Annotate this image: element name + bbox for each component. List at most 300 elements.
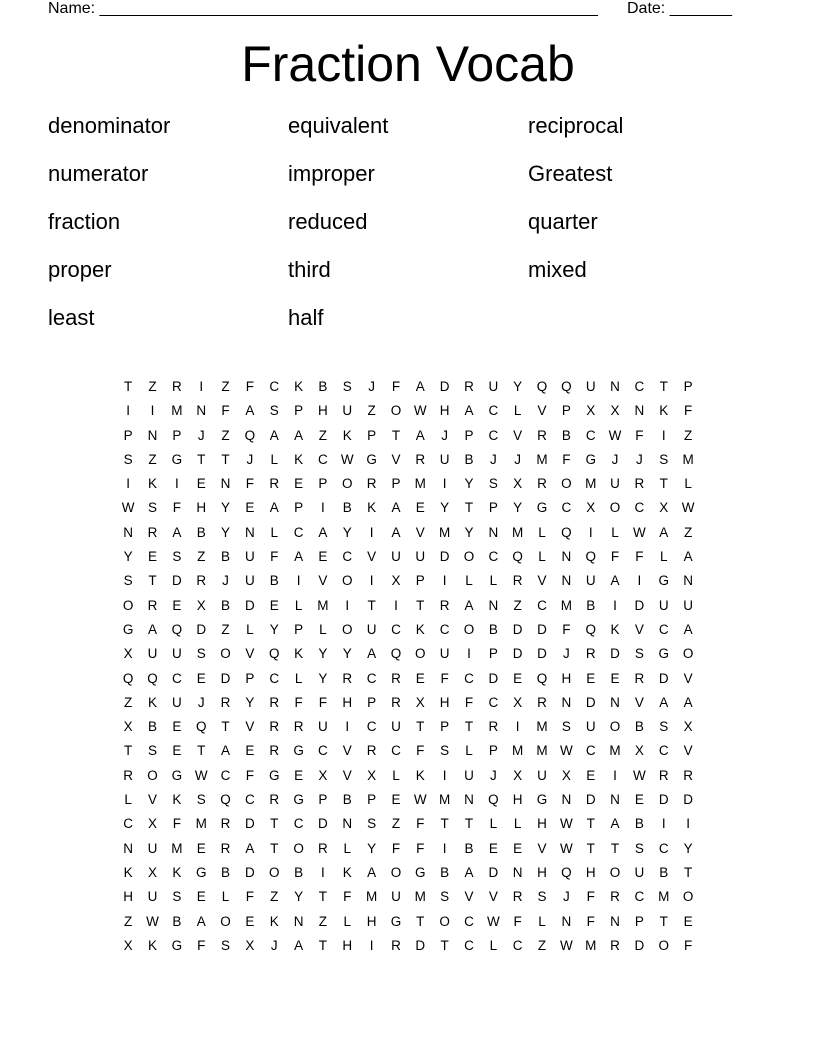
grid-letter: R xyxy=(318,840,328,856)
grid-letter: P xyxy=(123,427,133,443)
grid-letter: T xyxy=(416,719,425,735)
grid-letter: J xyxy=(489,767,497,783)
grid-letter: I xyxy=(613,597,617,613)
grid-letter: Y xyxy=(342,524,352,540)
grid-letter: H xyxy=(366,913,377,929)
grid-letter: J xyxy=(222,573,229,589)
grid-letter: Z xyxy=(197,549,206,565)
grid-letter: I xyxy=(345,719,350,735)
grid-letter: R xyxy=(537,694,547,710)
grid-letter: L xyxy=(538,913,546,929)
grid-letter: C xyxy=(269,379,280,394)
grid-letter: X xyxy=(634,743,644,759)
grid-letter: U xyxy=(147,840,158,856)
grid-letter: A xyxy=(245,403,255,419)
grid-letter: U xyxy=(610,476,620,492)
grid-letter: C xyxy=(585,743,596,759)
grid-letter: C xyxy=(439,621,450,637)
grid-letter: A xyxy=(172,524,182,540)
grid-letter: R xyxy=(269,792,280,808)
grid-letter: S xyxy=(440,743,450,759)
grid-letter: X xyxy=(513,767,523,783)
grid-letter: Z xyxy=(367,403,376,419)
grid-letter: N xyxy=(293,913,304,929)
grid-letter: X xyxy=(586,500,596,516)
date-field[interactable]: Date: _______ xyxy=(627,0,732,17)
grid-letter: T xyxy=(318,937,328,953)
grid-letter: E xyxy=(513,840,523,856)
grid-letter: E xyxy=(586,670,596,686)
grid-letter: H xyxy=(342,694,353,710)
grid-letter: X xyxy=(415,694,425,710)
grid-letter: A xyxy=(269,427,279,443)
grid-letter: G xyxy=(415,864,426,880)
grid-letter: K xyxy=(269,913,279,929)
grid-letter: V xyxy=(391,451,401,467)
grid-letter: E xyxy=(488,840,498,856)
grid-letter: L xyxy=(343,913,352,929)
grid-letter: H xyxy=(512,792,523,808)
grid-letter: H xyxy=(318,403,328,419)
grid-letter: D xyxy=(585,694,596,710)
grid-letter: X xyxy=(318,767,328,783)
grid-letter: B xyxy=(294,864,304,880)
grid-letter: I xyxy=(321,864,325,880)
grid-letter: E xyxy=(245,743,255,759)
grid-letter: B xyxy=(342,500,352,516)
grid-letter: R xyxy=(220,816,231,832)
grid-letter: S xyxy=(537,889,547,905)
grid-letter: A xyxy=(659,524,669,540)
grid-letter: K xyxy=(123,864,133,880)
grid-letter: W xyxy=(633,524,646,540)
grid-letter: Z xyxy=(124,694,133,710)
grid-letter: E xyxy=(318,549,328,565)
grid-letter: R xyxy=(415,451,426,467)
grid-letter: C xyxy=(634,379,645,394)
grid-letter: T xyxy=(683,864,693,880)
grid-letter: D xyxy=(634,937,645,953)
grid-letter: W xyxy=(340,451,354,467)
grid-letter: V xyxy=(634,694,644,710)
grid-letter: C xyxy=(658,743,669,759)
grid-letter: R xyxy=(366,476,377,492)
grid-letter: B xyxy=(221,549,231,565)
grid-letter: T xyxy=(659,913,668,929)
grid-letter: F xyxy=(172,500,181,516)
grid-letter: L xyxy=(221,889,230,905)
grid-letter: R xyxy=(585,646,596,662)
grid-letter: X xyxy=(513,694,523,710)
grid-letter: I xyxy=(686,816,690,832)
grid-letter: N xyxy=(147,427,158,443)
word-list-item: numerator xyxy=(48,161,149,186)
grid-letter: Y xyxy=(294,889,304,905)
grid-letter: T xyxy=(148,573,157,589)
grid-letter: L xyxy=(513,816,522,832)
grid-letter: P xyxy=(318,792,328,808)
grid-letter: C xyxy=(464,937,474,953)
grid-letter: U xyxy=(171,694,182,710)
grid-letter: Y xyxy=(318,646,328,662)
grid-letter: E xyxy=(172,719,182,735)
grid-letter: W xyxy=(559,743,573,759)
grid-letter: O xyxy=(342,573,353,589)
grid-letter: T xyxy=(440,937,449,953)
grid-letter: Z xyxy=(683,524,693,540)
grid-letter: B xyxy=(464,840,474,856)
grid-letter: U xyxy=(634,864,645,880)
grid-letter: G xyxy=(268,767,280,783)
grid-letter: K xyxy=(148,937,158,953)
grid-letter: A xyxy=(196,913,206,929)
grid-letter: U xyxy=(585,719,596,735)
grid-letter: Q xyxy=(585,621,596,637)
grid-letter: T xyxy=(391,427,401,443)
grid-letter: M xyxy=(560,597,572,613)
grid-letter: G xyxy=(171,767,183,783)
grid-letter: Z xyxy=(124,913,133,929)
grid-letter: A xyxy=(269,500,279,516)
grid-letter: H xyxy=(439,403,450,419)
grid-letter: H xyxy=(585,864,596,880)
grid-letter: P xyxy=(294,500,304,516)
grid-letter: A xyxy=(391,500,401,516)
grid-letter: W xyxy=(559,816,573,832)
grid-letter: R xyxy=(391,694,401,710)
grid-letter: G xyxy=(390,913,402,929)
grid-letter: D xyxy=(439,549,450,565)
grid-letter: E xyxy=(269,597,279,613)
grid-letter: A xyxy=(610,573,620,589)
grid-letter: O xyxy=(658,937,669,953)
grid-letter: C xyxy=(464,913,474,929)
word-list-item: reciprocal xyxy=(528,113,624,138)
grid-letter: N xyxy=(561,573,572,589)
grid-letter: Z xyxy=(221,621,230,637)
grid-letter: I xyxy=(515,719,520,735)
grid-letter: P xyxy=(367,694,377,710)
grid-letter: F xyxy=(562,451,571,467)
grid-letter: S xyxy=(634,840,644,856)
grid-letter: F xyxy=(245,767,255,783)
grid-letter: I xyxy=(467,646,471,662)
grid-letter: F xyxy=(513,913,522,929)
grid-letter: M xyxy=(414,476,426,492)
grid-letter: R xyxy=(269,476,280,492)
grid-letter: R xyxy=(683,767,693,783)
grid-letter: V xyxy=(415,524,425,540)
grid-letter: M xyxy=(585,937,597,953)
grid-letter: F xyxy=(245,379,255,394)
grid-letter: C xyxy=(488,427,499,443)
grid-letter: K xyxy=(342,864,352,880)
word-list-item: proper xyxy=(48,257,112,282)
grid-letter: P xyxy=(294,403,304,419)
grid-letter: V xyxy=(683,670,693,686)
grid-letter: R xyxy=(196,573,207,589)
grid-letter: X xyxy=(196,597,206,613)
grid-letter: F xyxy=(294,694,303,710)
grid-letter: R xyxy=(512,573,523,589)
grid-letter: R xyxy=(488,719,499,735)
grid-letter: I xyxy=(174,476,179,492)
word-list-item: reduced xyxy=(288,209,368,234)
grid-letter: A xyxy=(464,864,474,880)
grid-letter: W xyxy=(146,913,159,929)
grid-letter: W xyxy=(633,767,646,783)
grid-letter: E xyxy=(415,500,425,516)
grid-letter: G xyxy=(122,621,134,637)
grid-letter: T xyxy=(659,379,668,394)
grid-letter: N xyxy=(464,792,474,808)
grid-letter: L xyxy=(538,524,546,540)
grid-letter: C xyxy=(245,792,255,808)
grid-letter: L xyxy=(294,670,303,686)
grid-letter: B xyxy=(659,864,669,880)
grid-letter: L xyxy=(513,403,522,419)
grid-letter: O xyxy=(342,621,353,637)
grid-letter: U xyxy=(318,719,328,735)
grid-letter: S xyxy=(148,500,158,516)
grid-letter: V xyxy=(537,840,547,856)
grid-letter: T xyxy=(659,476,668,492)
grid-letter: Q xyxy=(220,792,231,808)
grid-letter: O xyxy=(390,864,402,880)
grid-letter: E xyxy=(245,500,255,516)
grid-letter: M xyxy=(609,743,621,759)
grid-letter: C xyxy=(293,816,304,832)
grid-letter: Y xyxy=(464,476,474,492)
grid-letter: Z xyxy=(513,597,522,613)
grid-letter: L xyxy=(684,476,692,492)
grid-letter: K xyxy=(294,646,304,662)
grid-letter: X xyxy=(245,937,255,953)
grid-letter: R xyxy=(610,937,620,953)
grid-letter: A xyxy=(221,743,231,759)
grid-letter: Q xyxy=(536,379,548,394)
grid-letter: R xyxy=(634,476,645,492)
grid-letter: T xyxy=(318,889,328,905)
grid-letter: K xyxy=(148,476,158,492)
grid-letter: S xyxy=(221,937,231,953)
grid-letter: P xyxy=(294,621,304,637)
grid-letter: E xyxy=(172,743,182,759)
grid-letter: V xyxy=(634,621,644,637)
grid-letter: J xyxy=(636,451,643,467)
grid-letter: O xyxy=(268,864,280,880)
grid-letter: N xyxy=(488,597,499,613)
grid-letter: Y xyxy=(464,524,474,540)
grid-letter: S xyxy=(123,573,133,589)
grid-letter: R xyxy=(537,427,547,443)
grid-letter: A xyxy=(683,694,693,710)
grid-letter: T xyxy=(464,500,474,516)
grid-letter: W xyxy=(194,767,208,783)
grid-letter: S xyxy=(634,646,644,662)
grid-letter: K xyxy=(610,621,620,637)
grid-letter: P xyxy=(440,719,450,735)
grid-letter: I xyxy=(369,524,374,540)
grid-letter: M xyxy=(658,889,670,905)
grid-letter: G xyxy=(293,743,304,759)
grid-letter: N xyxy=(561,792,572,808)
grid-letter: N xyxy=(610,913,620,929)
grid-letter: M xyxy=(512,743,524,759)
grid-letter: T xyxy=(586,840,595,856)
grid-letter: I xyxy=(394,597,398,613)
grid-letter: R xyxy=(439,597,450,613)
grid-letter: D xyxy=(537,646,547,662)
grid-letter: I xyxy=(442,573,447,589)
grid-letter: T xyxy=(221,451,230,467)
grid-letter: N xyxy=(561,549,572,565)
grid-letter: H xyxy=(537,864,547,880)
grid-letter: U xyxy=(439,451,450,467)
grid-letter: C xyxy=(318,743,328,759)
grid-letter: T xyxy=(197,451,206,467)
grid-letter: P xyxy=(367,792,377,808)
grid-letter: D xyxy=(171,573,182,589)
grid-letter: B xyxy=(561,427,571,443)
grid-letter: F xyxy=(635,549,644,565)
grid-letter: U xyxy=(439,646,450,662)
grid-letter: T xyxy=(586,816,595,832)
grid-letter: E xyxy=(196,670,206,686)
name-field[interactable]: Name: ________________________________________________________ xyxy=(48,0,598,17)
grid-letter: A xyxy=(391,524,401,540)
grid-letter: U xyxy=(391,889,401,905)
grid-letter: T xyxy=(440,816,449,832)
grid-letter: N xyxy=(123,840,134,856)
word-list-item: Greatest xyxy=(528,161,613,186)
grid-letter: B xyxy=(634,816,644,832)
grid-letter: A xyxy=(148,621,158,637)
grid-letter: K xyxy=(659,403,669,419)
grid-letter: M xyxy=(195,816,207,832)
grid-letter: I xyxy=(296,573,301,589)
grid-letter: L xyxy=(489,937,498,953)
grid-letter: X xyxy=(148,816,158,832)
grid-letter: D xyxy=(634,597,645,613)
grid-letter: S xyxy=(659,451,669,467)
grid-letter: I xyxy=(588,524,593,540)
grid-letter: I xyxy=(369,573,374,589)
grid-letter: P xyxy=(318,476,328,492)
grid-letter: F xyxy=(683,937,693,953)
grid-letter: N xyxy=(634,403,645,419)
grid-letter: I xyxy=(637,573,642,589)
word-list-item: equivalent xyxy=(288,113,389,138)
grid-letter: S xyxy=(342,379,352,394)
grid-letter: F xyxy=(172,816,181,832)
grid-letter: E xyxy=(294,767,304,783)
grid-letter: A xyxy=(464,403,474,419)
grid-letter: B xyxy=(221,864,231,880)
grid-letter: D xyxy=(245,816,255,832)
grid-letter: X xyxy=(561,767,571,783)
grid-letter: O xyxy=(390,403,402,419)
grid-letter: P xyxy=(415,573,425,589)
grid-letter: U xyxy=(366,621,377,637)
grid-letter: M xyxy=(536,743,548,759)
grid-letter: R xyxy=(342,670,353,686)
grid-letter: B xyxy=(148,719,158,735)
grid-letter: B xyxy=(342,792,352,808)
grid-letter: X xyxy=(586,403,596,419)
grid-letter: P xyxy=(488,500,498,516)
grid-letter: X xyxy=(683,719,693,735)
grid-letter: C xyxy=(391,743,401,759)
grid-letter: E xyxy=(245,913,255,929)
grid-letter: S xyxy=(561,719,571,735)
grid-letter: F xyxy=(416,840,425,856)
grid-letter: G xyxy=(366,451,377,467)
grid-letter: L xyxy=(294,597,303,613)
grid-letter: I xyxy=(661,427,666,443)
grid-letter: U xyxy=(658,597,669,613)
grid-letter: L xyxy=(392,767,400,783)
grid-letter: R xyxy=(269,743,280,759)
grid-letter: F xyxy=(221,403,230,419)
grid-letter: D xyxy=(220,670,231,686)
grid-letter: B xyxy=(196,524,206,540)
grid-letter: D xyxy=(658,792,669,808)
grid-letter: I xyxy=(199,379,204,394)
grid-letter: N xyxy=(610,379,620,394)
grid-letter: E xyxy=(415,670,425,686)
grid-letter: B xyxy=(269,573,279,589)
grid-letter: S xyxy=(488,476,498,492)
grid-letter: U xyxy=(415,549,426,565)
grid-letter: L xyxy=(343,840,352,856)
grid-letter: Z xyxy=(391,816,401,832)
word-list-item: denominator xyxy=(48,113,171,138)
grid-letter: S xyxy=(196,792,206,808)
grid-letter: Q xyxy=(268,646,280,662)
grid-letter: Y xyxy=(318,670,328,686)
grid-letter: G xyxy=(171,937,183,953)
grid-letter: N xyxy=(512,864,523,880)
grid-letter: F xyxy=(635,427,644,443)
grid-letter: W xyxy=(121,500,135,516)
grid-letter: Z xyxy=(148,379,157,394)
grid-letter: T xyxy=(124,379,133,394)
grid-letter: A xyxy=(683,549,693,565)
grid-letter: C xyxy=(366,670,377,686)
grid-letter: D xyxy=(415,937,426,953)
grid-letter: N xyxy=(196,403,207,419)
grid-letter: E xyxy=(196,476,206,492)
grid-letter: T xyxy=(464,816,474,832)
grid-letter: C xyxy=(464,670,474,686)
grid-letter: C xyxy=(561,500,572,516)
grid-letter: V xyxy=(245,646,255,662)
grid-letter: B xyxy=(221,597,231,613)
grid-letter: F xyxy=(197,937,206,953)
grid-letter: C xyxy=(123,816,134,832)
grid-letter: E xyxy=(148,549,158,565)
grid-letter: A xyxy=(294,549,304,565)
grid-letter: A xyxy=(683,621,693,637)
grid-letter: T xyxy=(416,913,425,929)
grid-letter: Q xyxy=(147,670,158,686)
grid-letter: R xyxy=(269,694,280,710)
grid-letter: R xyxy=(220,840,231,856)
grid-letter: Z xyxy=(318,913,328,929)
grid-letter: U xyxy=(147,889,158,905)
grid-letter: G xyxy=(536,500,548,516)
